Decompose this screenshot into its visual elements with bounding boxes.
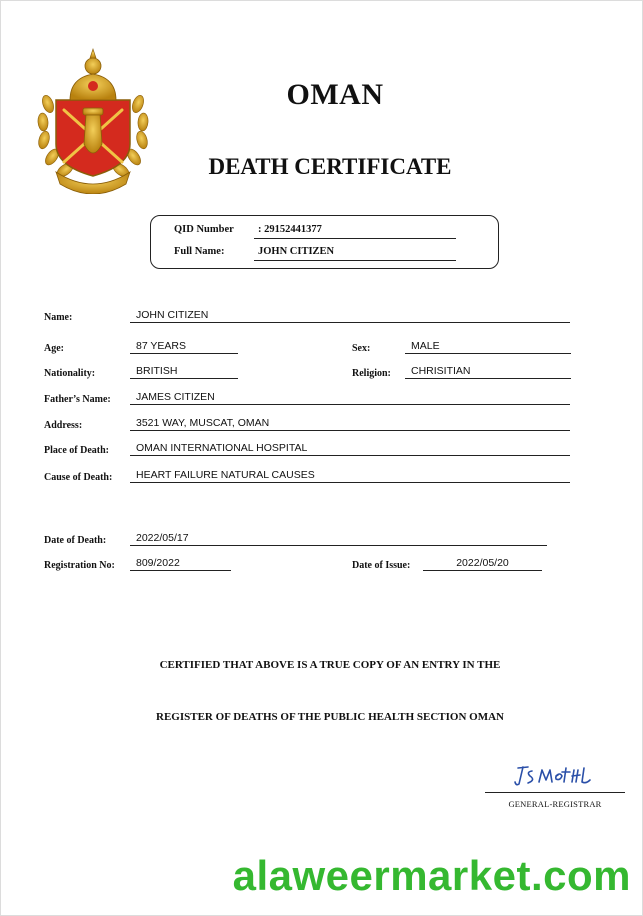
religion-value: CHRISITIAN	[405, 365, 571, 379]
cause-of-death-value: HEART FAILURE NATURAL CAUSES	[130, 469, 570, 483]
name-label: Name:	[44, 312, 73, 323]
id-info-box	[150, 215, 499, 269]
sex-value: MALE	[405, 340, 571, 354]
qid-value: : 29152441377	[254, 224, 456, 239]
address-label: Address:	[44, 420, 83, 431]
qid-label: QID Number	[174, 224, 234, 235]
religion-label: Religion:	[352, 368, 391, 379]
place-of-death-label: Place of Death:	[44, 445, 109, 456]
fullname-value: JOHN CITIZEN	[254, 246, 456, 261]
document-title: DEATH CERTIFICATE	[208, 154, 452, 179]
sex-label: Sex:	[352, 343, 371, 354]
country-title: OMAN	[286, 78, 384, 111]
nationality-value: BRITISH	[130, 365, 238, 379]
nationality-label: Nationality:	[44, 368, 96, 379]
date-of-death-value: 2022/05/17	[130, 532, 547, 546]
date-of-death-label: Date of Death:	[44, 535, 107, 546]
name-value: JOHN CITIZEN	[130, 309, 570, 323]
cause-of-death-label: Cause of Death:	[44, 472, 113, 483]
certification-line-1: CERTIFIED THAT ABOVE IS A TRUE COPY OF AN ENTRY IN THE	[159, 659, 501, 671]
date-of-issue-label: Date of Issue:	[352, 560, 411, 571]
father-name-label: Father’s Name:	[44, 394, 111, 405]
address-value: 3521 WAY, MUSCAT, OMAN	[130, 417, 570, 431]
watermark-text: alaweermarket.com	[232, 852, 631, 899]
registration-no-value: 809/2022	[130, 557, 231, 571]
age-label: Age:	[44, 343, 64, 354]
signature-line	[485, 792, 625, 793]
fullname-label: Full Name:	[174, 246, 225, 257]
registration-no-label: Registration No:	[44, 560, 115, 571]
certification-line-2: REGISTER OF DEATHS OF THE PUBLIC HEALTH SECTION OMAN	[156, 711, 504, 723]
age-value: 87 YEARS	[130, 340, 238, 354]
handwritten-signature-icon	[512, 762, 592, 788]
father-name-value: JAMES CITIZEN	[130, 391, 570, 405]
registrar-title: GENERAL-REGISTRAR	[508, 799, 602, 809]
date-of-issue-value: 2022/05/20	[423, 557, 542, 571]
place-of-death-value: OMAN INTERNATIONAL HOSPITAL	[130, 442, 570, 456]
